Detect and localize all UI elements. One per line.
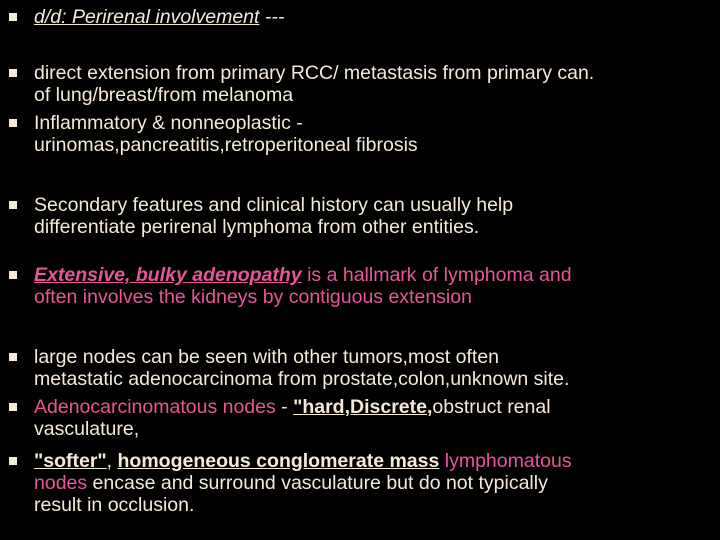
bullet-marker: [9, 271, 17, 279]
text-line: differentiate perirenal lymphoma from other entities.: [34, 216, 480, 238]
text-line: obstruct renal: [432, 396, 551, 418]
bullet-text: [34, 264, 720, 308]
text-line: metastatic adenocarcinoma from prostate,colon,unknown site.: [34, 368, 570, 390]
text-line: result in occlusion.: [34, 494, 195, 516]
text-line: Secondary features and clinical history can usually help: [34, 194, 514, 216]
text-line: direct extension from primary RCC/ metastasis from primary can.: [34, 62, 595, 84]
emphasis-text: Extensive, bulky adenopathy: [34, 264, 302, 286]
pink-text: nodes: [34, 472, 88, 494]
bullet-text: [34, 112, 720, 156]
emphasis-text-softer: "softer": [34, 450, 107, 472]
text-line: urinomas,pancreatitis,retroperitoneal fibrosis: [34, 134, 418, 156]
bullet-text: [34, 450, 720, 516]
comma-text: ,: [106, 450, 118, 472]
bullet-marker: [9, 403, 17, 411]
text-line: vasculature,: [34, 418, 140, 440]
heading-text: d/d: Perirenal involvement: [34, 6, 260, 28]
text-line: encase and surround vasculature but do not typically: [87, 472, 548, 494]
text-line: of lung/breast/from melanoma: [34, 84, 294, 106]
text-line: lymphomatous: [439, 450, 572, 472]
bullet-marker: [9, 69, 17, 77]
text-line: is a hallmark of lymphoma and: [301, 264, 572, 286]
bullet-text: [34, 62, 720, 106]
text-line: Inflammatory & nonneoplastic -: [34, 112, 303, 134]
bullet-marker: [9, 457, 17, 465]
lead-text: Adenocarcinomatous nodes: [34, 396, 276, 418]
emphasis-text-homogeneous: homogeneous conglomerate mass: [117, 450, 440, 472]
bullet-text: [34, 346, 720, 390]
bullet-marker: [9, 119, 17, 127]
bullet-text: [34, 396, 720, 440]
text-line: often involves the kidneys by contiguous extension: [34, 286, 472, 308]
emphasis-text: "hard,Discrete,: [293, 396, 433, 418]
bullet-marker: [9, 13, 17, 21]
separator-text: -: [275, 396, 294, 418]
bullet-marker: [9, 353, 17, 361]
bullet-text: [34, 194, 720, 238]
bullet-marker: [9, 201, 17, 209]
bullet-text: [34, 6, 720, 28]
heading-dashes: ---: [259, 6, 285, 28]
text-line: large nodes can be seen with other tumors,most often: [34, 346, 500, 368]
